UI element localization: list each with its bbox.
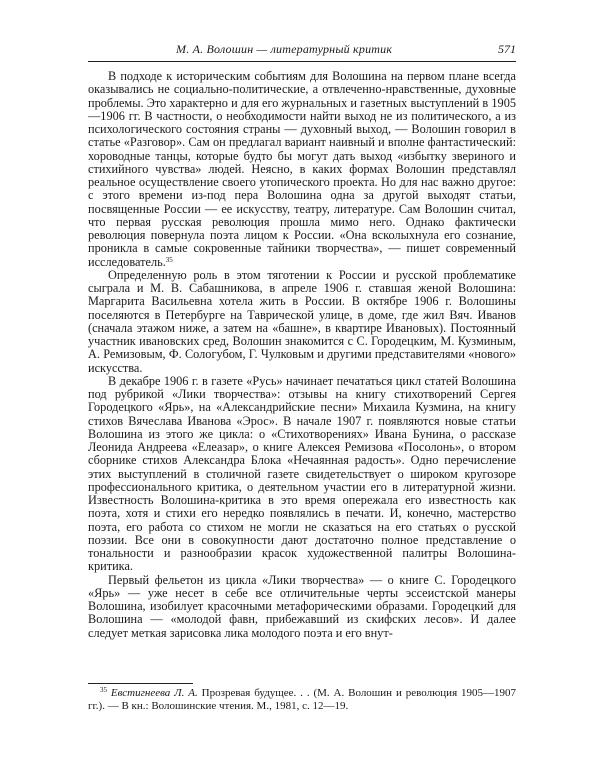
footnote bbox=[88, 687, 516, 713]
page-number: 571 bbox=[498, 42, 516, 56]
footnote-text: Прозревая будущее. . . (М. А. Волошин и революция 1905—1907 гг.). — В кн.: Волошинские чтения. М., 1981, с. 12—19. bbox=[88, 687, 517, 712]
paragraph-1-text: В подходе к историческим событиям для Волошина на первом плане всегда оказывались не социально-политические, а отвлеченно-нравственные, духовные проблемы. Это характерно и для его журнальных и газетных выступлений в 1905—1906 гг. В частности, о необходимости найти выход не из политического, а из психологического состояния страны — духовный выход, — Волошин говорил в статье «Разговор». Сам он предлагал вариант наивный и вполне фантастический: хороводные танцы, которые будто бы могут дать выход «избытку звериного и стихийного чувства» людей. Неясно, в каких формах Волошин представлял реальное осуществление своего утопического проекта. Но для нас важно другое: с этого времени из-под пера Волошина одна за другой выходят статьи, посвященные России — ее искусству, театру, литературе. Сам Волошин считал, что первая русская революция прошла мимо него. Однако фактически революция повернула поэта лицом к России. «Она всколыхнула его сознание, проникла в самые сокровенные тайники творчества», — пишет современный исследователь. bbox=[88, 69, 516, 269]
paragraph-1 bbox=[88, 70, 516, 269]
main-text bbox=[88, 70, 516, 640]
paragraph-4: Первый фельетон из цикла «Лики творчества» — о книге С. Городецкого «Ярь» — уже несет в себе все отличительные черты эссеистской манеры Волошина, изобилует красочными метафорическими образами. Городецкий для Волошина — «молодой фавн, прибежавший из скифских лесов». И далее следует меткая зарисовка лика молодого поэта и его внут- bbox=[88, 572, 516, 640]
footnote-rule bbox=[88, 683, 193, 684]
footnote-reference[interactable]: 35 bbox=[165, 255, 173, 264]
paragraph-3: В декабре 1906 г. в газете «Русь» начинает печататься цикл статей Волошина под рубрикой «Лики творчества»: отзывы на книгу стихотворений Сергея Городецкого «Ярь», на «Александрийские песни» Михаила Кузмина, на книгу стихов Вячеслава Иванова «Эрос». В начале 1907 г. появляются новые статьи Волошина из этого же цикла: о «Стихотворениях» Ивана Бунина, о рассказе Леонида Андреева «Елеазар», о книге Алексея Ремизова «Посолонь», о втором сборнике стихов Александра Блока «Нечаянная радость». Одно перечисление этих выступлений в столичной газете свидетельствует о широком кругозоре профессионального критика, о деятельном участии его в литературной жизни. Известность Волошина-критика в это время опережала его известность как поэта, хотя и стихи его нередко появлялись в печати. И, конечно, мастерство поэта, его работа со стихом не могли не сказаться на его статьях о русской поэзии. Все они в совокупности дают достаточно полное представление о тональности и разнообразии красок художественной палитры Волошина-критика. bbox=[88, 373, 516, 574]
running-header bbox=[88, 42, 516, 58]
running-title: М. А. Волошин — литературный критик bbox=[176, 42, 393, 56]
header-rule bbox=[88, 61, 516, 62]
paragraph-2: Определенную роль в этом тяготении к России и русской проблематике сыграла и М. В. Сабашникова, в апреле 1906 г. ставшая женой Волошина: Маргарита Васильевна хотела жить в России. В октябре 1906 г. Волошины поселяются в Петербурге на Таврической улице, в доме, где жил Вяч. Иванов (сначала этажом ниже, а затем на «башне», в квартире Ивановых). Постоянный участник ивановских сред, Волошин знакомится с С. Городецким, М. Кузминым, А. Ремизовым, Ф. Сологубом, Г. Чулковым и другими представителями «нового» искусства. bbox=[88, 267, 516, 375]
footnote-author: Евстигнеева Л. А. bbox=[110, 687, 198, 699]
footnote-number: 35 bbox=[100, 686, 107, 694]
